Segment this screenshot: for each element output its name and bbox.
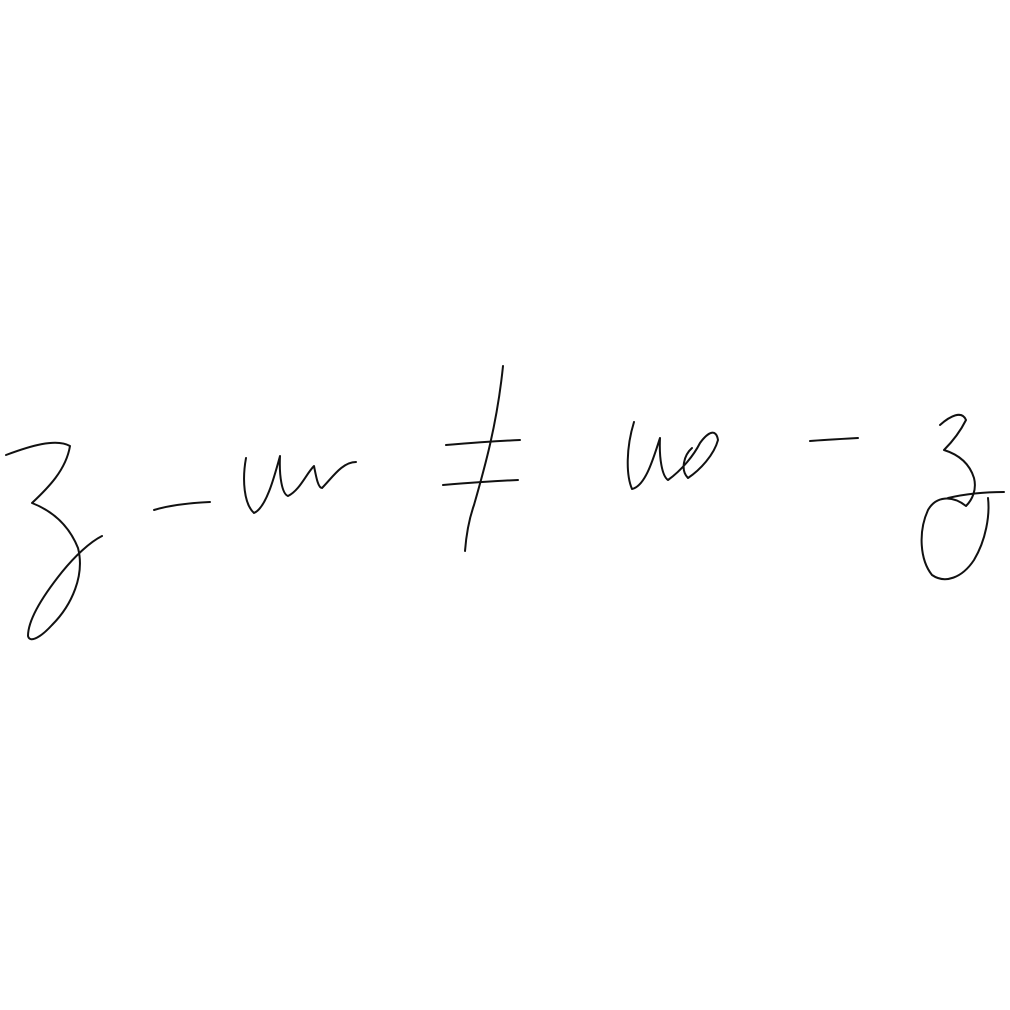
symbol-w-right	[628, 422, 718, 489]
symbol-z-right	[922, 415, 1004, 579]
symbol-z-left	[6, 443, 102, 640]
symbol-minus-left	[154, 502, 210, 510]
symbol-not-equal	[443, 366, 520, 551]
symbol-minus-right	[810, 438, 858, 441]
symbol-w-left	[244, 456, 356, 513]
